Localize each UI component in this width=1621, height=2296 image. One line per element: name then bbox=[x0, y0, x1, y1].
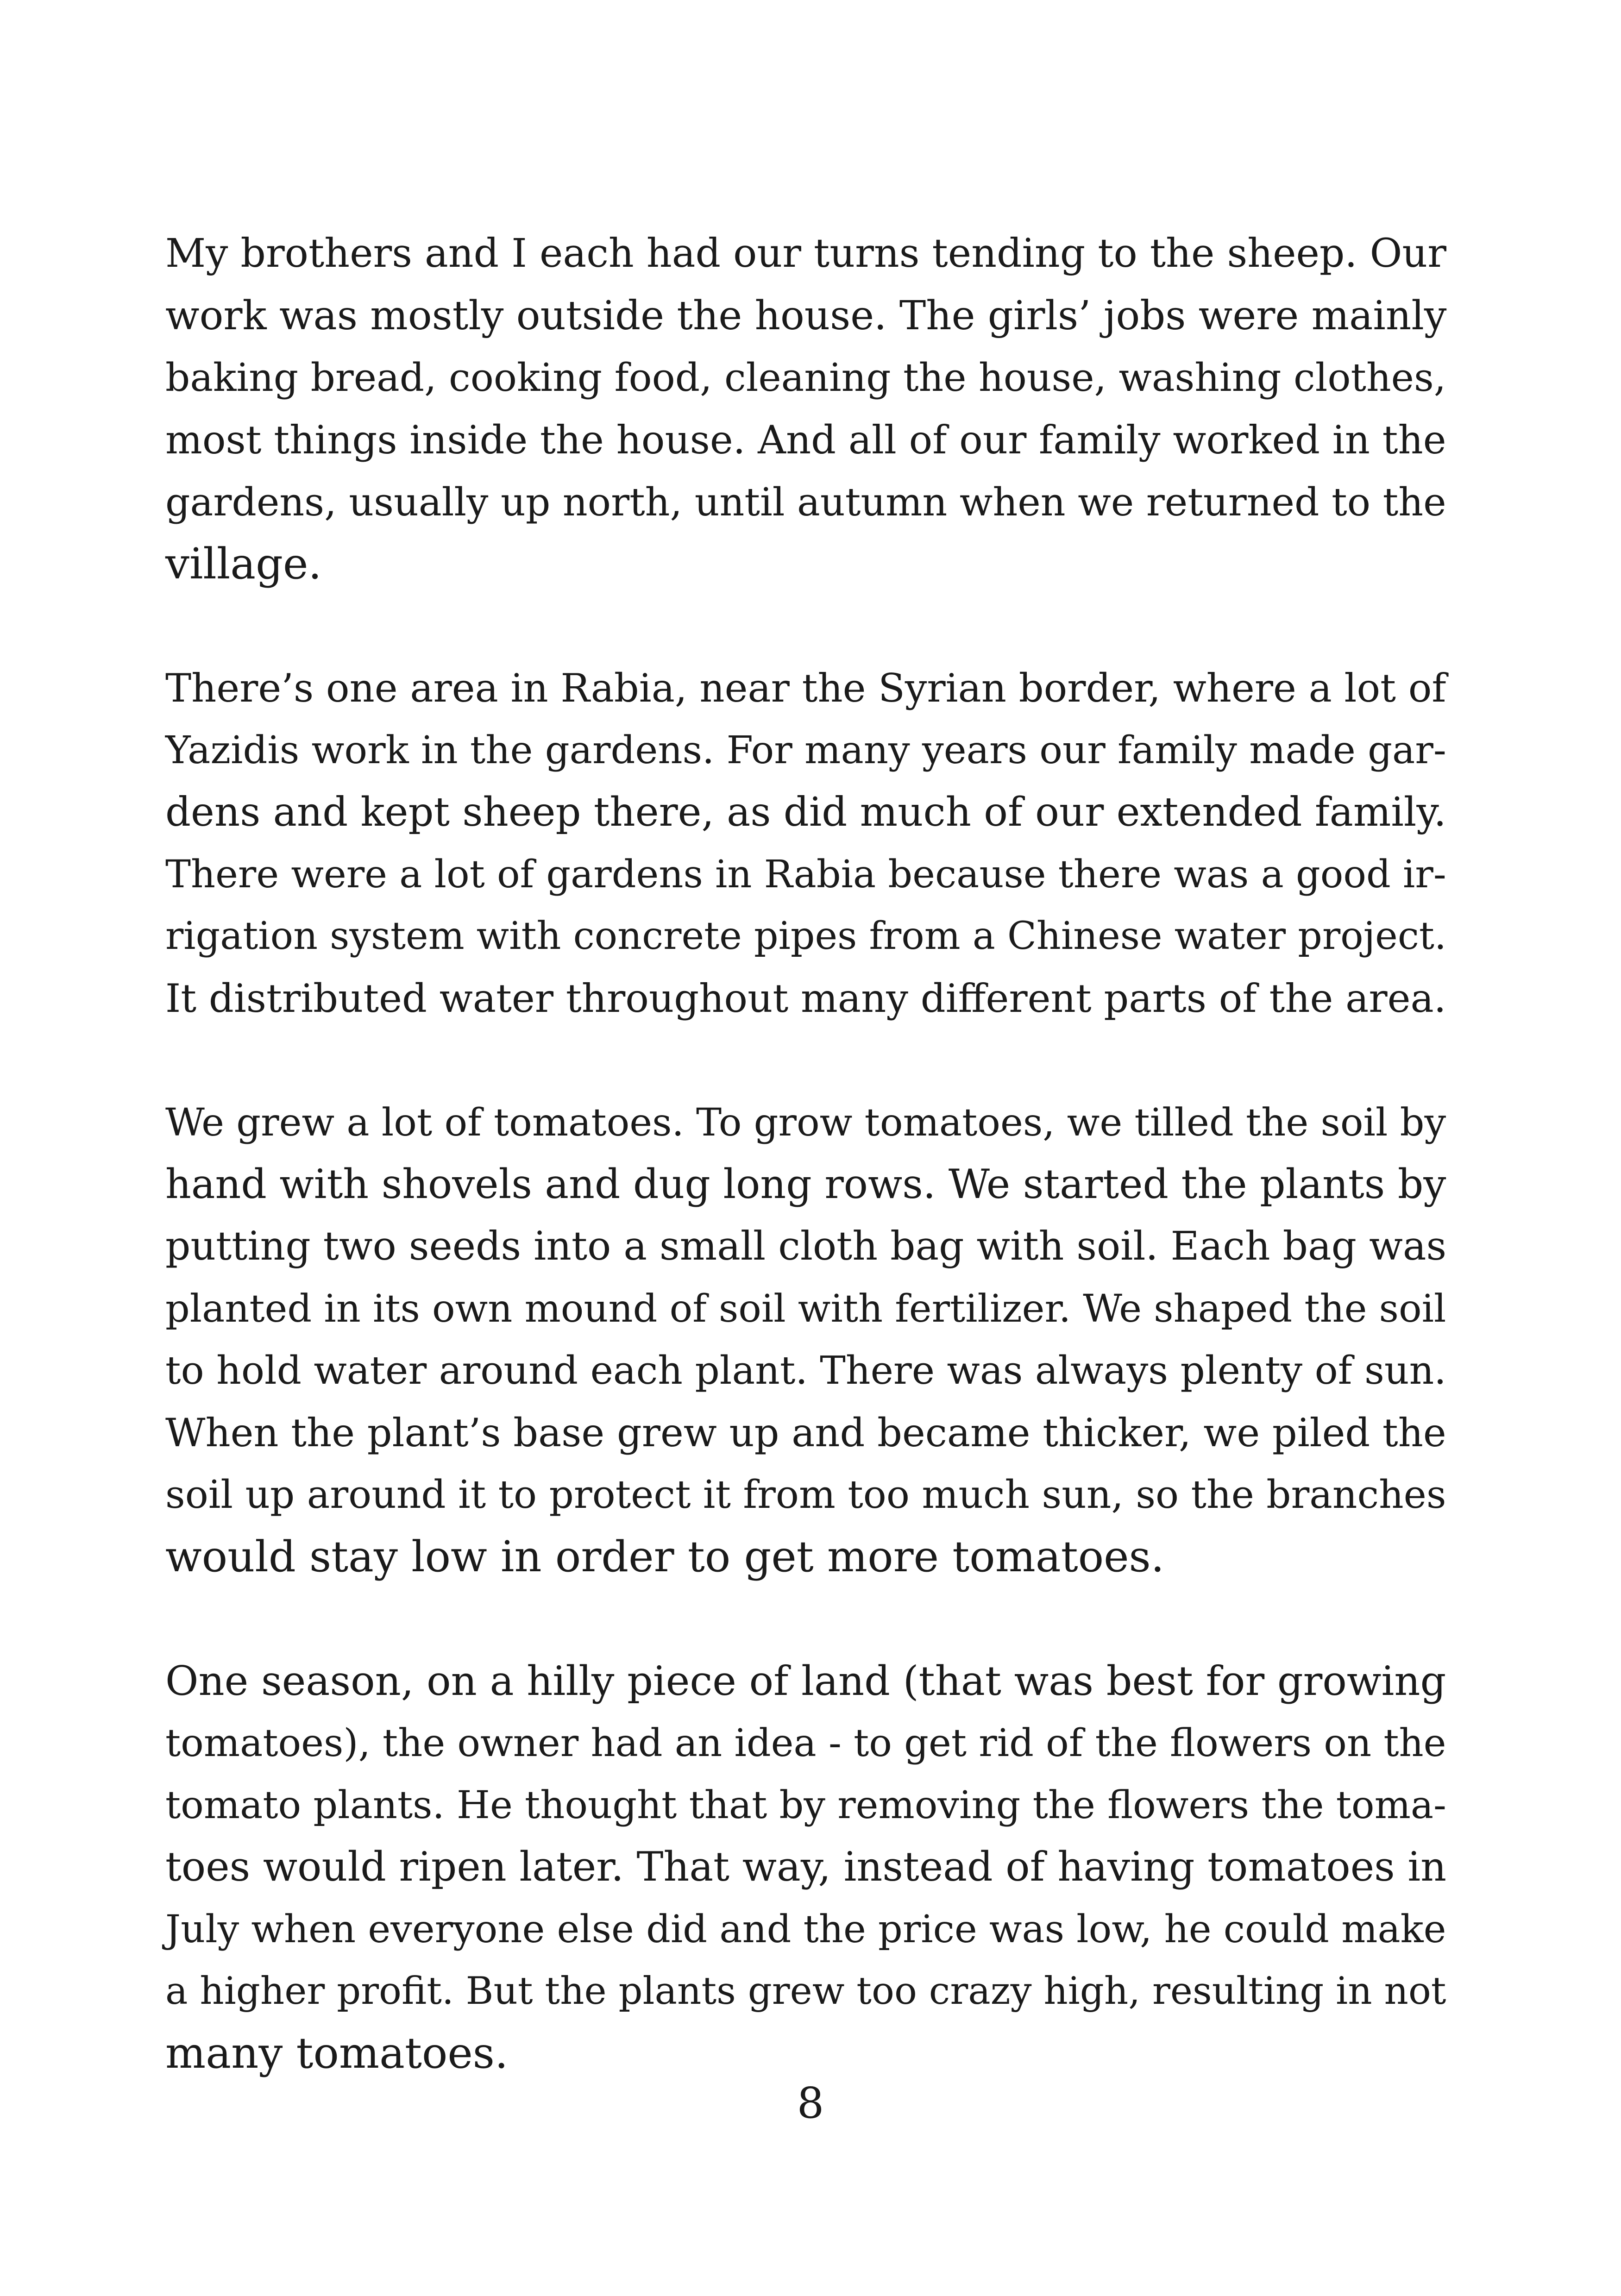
text-line: planted in its own mound of soil with fertilizer. We shaped the soil bbox=[165, 1286, 1446, 1331]
paragraph-2 bbox=[165, 657, 1453, 1029]
text-line: tomato plants. He thought that by removing the flowers the toma- bbox=[165, 1783, 1446, 1827]
text-line: We grew a lot of tomatoes. To grow tomatoes, we tilled the soil by bbox=[165, 1100, 1446, 1145]
page-body bbox=[165, 223, 1453, 2084]
text-line: a higher profit. But the plants grew too crazy high, resulting in not bbox=[165, 1969, 1446, 2013]
text-line: baking bread, cooking food, cleaning the house, washing clothes, bbox=[165, 355, 1446, 400]
paragraph-4 bbox=[165, 1650, 1453, 2084]
text-line: Yazidis work in the gardens. For many years our family made gar- bbox=[165, 728, 1446, 772]
text-line: My brothers and I each had our turns tending to the sheep. Our bbox=[165, 231, 1447, 276]
text-line: would stay low in order to get more tomatoes. bbox=[165, 1532, 1165, 1581]
paragraph-3 bbox=[165, 1092, 1453, 1588]
text-line: July when everyone else did and the price was low, he could make bbox=[165, 1907, 1446, 1951]
text-line: dens and kept sheep there, as did much of our extended family. bbox=[165, 789, 1446, 835]
text-line: village. bbox=[165, 539, 322, 589]
text-line: hand with shovels and dug long rows. We started the plants by bbox=[165, 1161, 1446, 1208]
text-line: putting two seeds into a small cloth bag with soil. Each bag was bbox=[165, 1223, 1447, 1269]
paragraph-gap bbox=[165, 1588, 1453, 1650]
paragraph-gap bbox=[165, 1029, 1453, 1092]
text-line: many tomatoes. bbox=[165, 2028, 509, 2078]
text-line: toes would ripen later. That way, instead of having tomatoes in bbox=[165, 1844, 1447, 1890]
text-line: When the plant’s base grew up and became thicker, we piled the bbox=[165, 1410, 1446, 1455]
text-line: rigation system with concrete pipes from a Chinese water project. bbox=[165, 914, 1447, 958]
text-line: gardens, usually up north, until autumn when we returned to the bbox=[165, 479, 1446, 525]
page-number: 8 bbox=[797, 2078, 824, 2128]
text-line: to hold water around each plant. There was always plenty of sun. bbox=[165, 1348, 1446, 1393]
text-line: One season, on a hilly piece of land (that was best for growing bbox=[165, 1657, 1446, 1705]
text-line: work was mostly outside the house. The girls’ jobs were mainly bbox=[165, 293, 1447, 339]
text-line: There were a lot of gardens in Rabia because there was a good ir- bbox=[165, 852, 1446, 897]
paragraph-1 bbox=[165, 223, 1453, 595]
text-line: It distributed water throughout many different parts of the area. bbox=[165, 976, 1446, 1021]
paragraph-gap bbox=[165, 595, 1453, 657]
text-line: tomatoes), the owner had an idea - to get rid of the flowers on the bbox=[165, 1721, 1446, 1765]
text-line: most things inside the house. And all of our family worked in the bbox=[165, 417, 1446, 463]
text-line: soil up around it to protect it from too much sun, so the branches bbox=[165, 1472, 1446, 1517]
text-line: There’s one area in Rabia, near the Syrian border, where a lot of bbox=[165, 665, 1446, 711]
